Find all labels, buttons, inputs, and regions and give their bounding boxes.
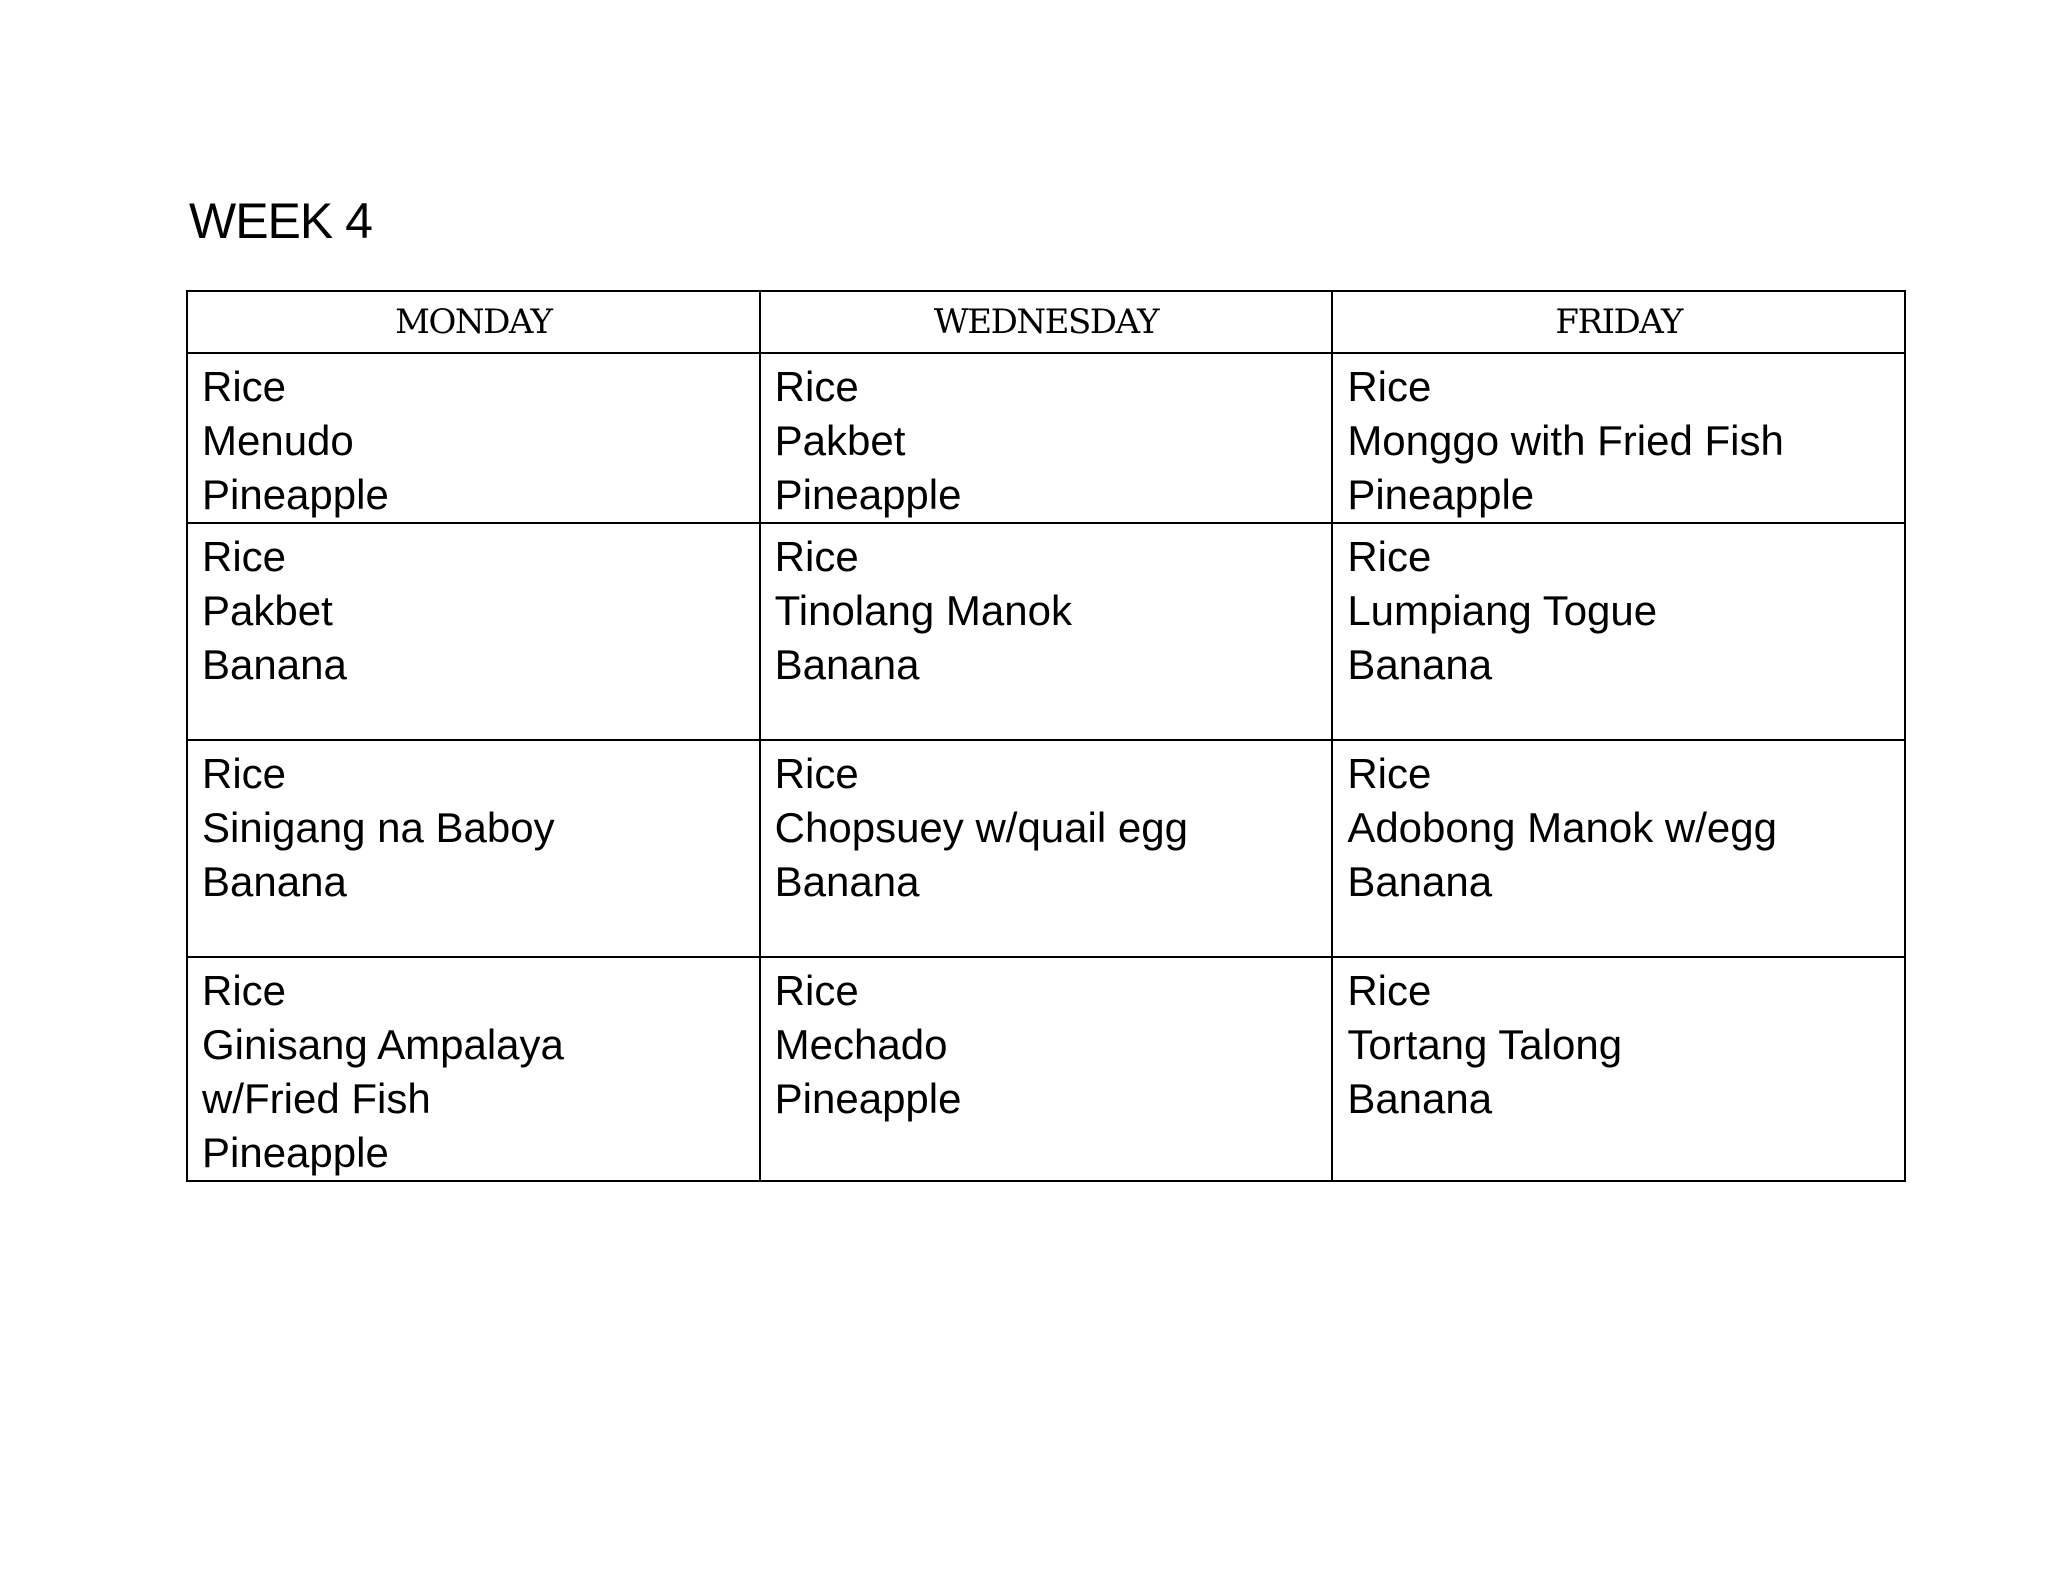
menu-item: Monggo with Fried Fish bbox=[1347, 417, 1784, 464]
table-header-row bbox=[187, 291, 1905, 353]
menu-cell-monday bbox=[187, 523, 760, 740]
weekly-menu-table bbox=[186, 290, 1906, 1182]
menu-item: Pineapple bbox=[774, 1075, 962, 1122]
menu-item: Rice bbox=[1347, 967, 1432, 1014]
menu-item: Pineapple bbox=[1347, 471, 1535, 518]
table-row bbox=[187, 523, 1905, 740]
menu-item: Pineapple bbox=[202, 1129, 389, 1176]
menu-item: Pineapple bbox=[774, 471, 962, 518]
menu-item: Rice bbox=[202, 967, 287, 1014]
menu-item: Rice bbox=[1347, 533, 1432, 580]
menu-item: Banana bbox=[774, 641, 920, 688]
menu-item: Rice bbox=[202, 750, 287, 797]
menu-item: Pakbet bbox=[202, 587, 333, 634]
menu-item: Rice bbox=[774, 967, 859, 1014]
menu-item: Sinigang na Baboy bbox=[202, 804, 555, 851]
menu-cell-monday bbox=[187, 957, 760, 1181]
menu-cell-monday bbox=[187, 353, 760, 523]
menu-cell-wednesday bbox=[760, 523, 1333, 740]
menu-item: Adobong Manok w/egg bbox=[1347, 804, 1777, 851]
menu-item: Banana bbox=[1347, 641, 1493, 688]
table-row bbox=[187, 957, 1905, 1181]
column-header-monday: MONDAY bbox=[187, 291, 760, 353]
page-title: WEEK 4 bbox=[189, 193, 372, 249]
menu-item: Pineapple bbox=[202, 471, 389, 518]
table-row bbox=[187, 353, 1905, 523]
menu-item: Ginisang Ampalaya bbox=[202, 1021, 564, 1068]
menu-item: Banana bbox=[774, 858, 920, 905]
menu-item: Rice bbox=[1347, 750, 1432, 797]
menu-item: Menudo bbox=[202, 417, 354, 464]
menu-cell-wednesday bbox=[760, 957, 1333, 1181]
menu-cell-wednesday bbox=[760, 353, 1333, 523]
menu-cell-monday bbox=[187, 740, 760, 957]
menu-item: Tortang Talong bbox=[1347, 1021, 1623, 1068]
menu-item: Tinolang Manok bbox=[774, 587, 1072, 634]
menu-cell-friday bbox=[1332, 523, 1905, 740]
menu-item: Rice bbox=[202, 533, 287, 580]
menu-cell-friday bbox=[1332, 957, 1905, 1181]
menu-item: Rice bbox=[774, 750, 859, 797]
menu-cell-friday bbox=[1332, 740, 1905, 957]
menu-item: Rice bbox=[774, 533, 859, 580]
menu-item: Banana bbox=[202, 641, 347, 688]
menu-item: Rice bbox=[774, 363, 859, 410]
menu-item: w/Fried Fish bbox=[202, 1075, 431, 1122]
menu-item: Rice bbox=[202, 363, 287, 410]
menu-item: Banana bbox=[1347, 858, 1493, 905]
menu-item: Pakbet bbox=[774, 417, 906, 464]
table-row bbox=[187, 740, 1905, 957]
menu-item: Banana bbox=[1347, 1075, 1493, 1122]
menu-item: Chopsuey w/quail egg bbox=[774, 804, 1188, 851]
menu-item: Banana bbox=[202, 858, 347, 905]
menu-item: Rice bbox=[1347, 363, 1432, 410]
column-header-friday: FRIDAY bbox=[1332, 291, 1905, 353]
column-header-wednesday: WEDNESDAY bbox=[760, 291, 1333, 353]
menu-cell-friday bbox=[1332, 353, 1905, 523]
menu-item: Mechado bbox=[774, 1021, 948, 1068]
menu-item: Lumpiang Togue bbox=[1347, 587, 1658, 634]
menu-cell-wednesday bbox=[760, 740, 1333, 957]
